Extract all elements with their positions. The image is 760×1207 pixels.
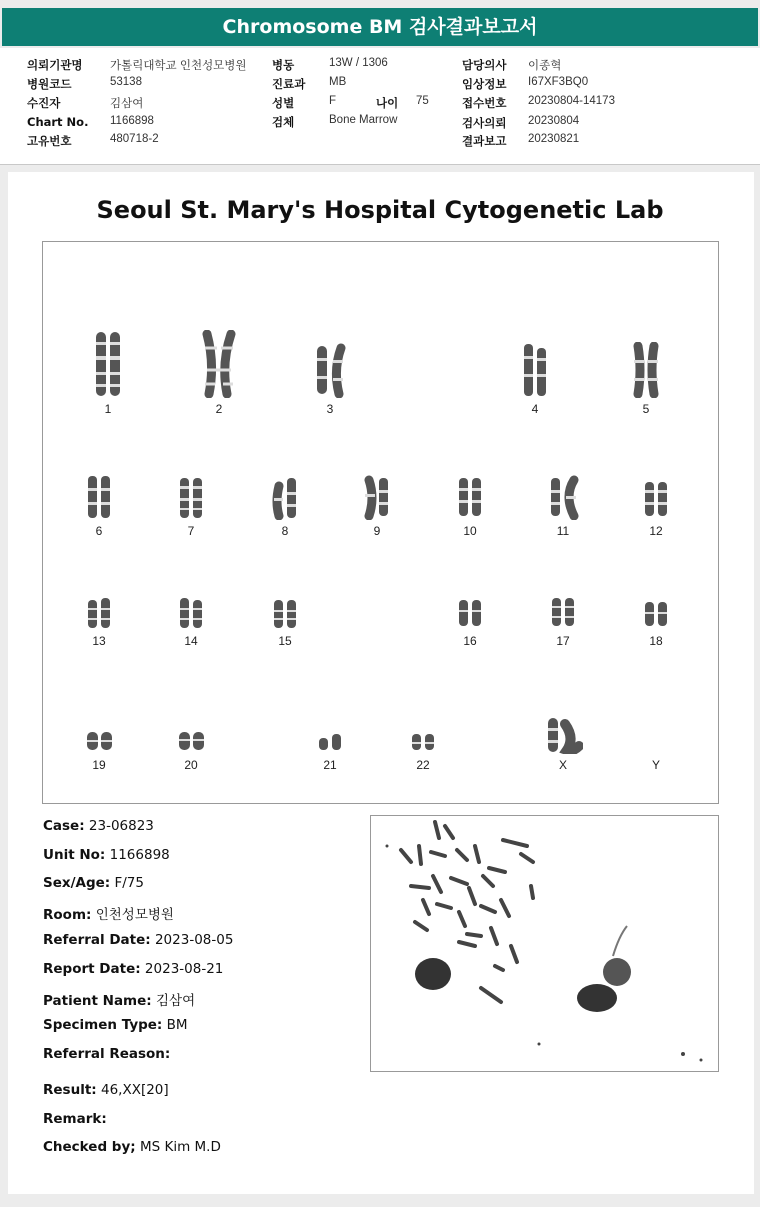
chromosome-label: 12: [649, 524, 663, 538]
chromosome-image: [361, 474, 393, 520]
value-physician: 이종혁: [528, 60, 562, 72]
chromosome-image: [92, 330, 124, 398]
chromosome-image: [314, 728, 346, 754]
chromosome-pair-x: [533, 716, 593, 772]
detail-unit-no: Unit No: 1166898: [43, 847, 170, 863]
chromosome-image: [547, 596, 579, 630]
label-receipt-no: 접수번호: [462, 96, 507, 110]
detail-specimen-type: Specimen Type: BM: [43, 1017, 188, 1033]
value-receipt-no: 20230804-14173: [528, 95, 615, 107]
chromosome-label: 2: [215, 402, 223, 416]
chromosome-pair-4: [505, 342, 565, 416]
chromosome-pair-15: [255, 596, 315, 648]
chromosome-label: 15: [278, 634, 292, 648]
report-sheet: [8, 172, 754, 1194]
value-hospital-code: 53138: [110, 76, 142, 88]
chromosome-image: [519, 342, 551, 398]
chromosome-pair-14: [161, 596, 221, 648]
chromosome-pair-21: [300, 728, 360, 772]
chromosome-label: 7: [187, 524, 195, 538]
detail-result: Result: 46,XX[20]: [43, 1082, 169, 1098]
chromosome-image: [640, 596, 672, 630]
value-unique-no: 480718-2: [110, 133, 159, 145]
chromosome-pair-2: [189, 330, 249, 416]
detail-sex-age: Sex/Age: F/75: [43, 875, 144, 891]
chromosome-image: [454, 474, 486, 520]
label-physician: 담당의사: [462, 58, 507, 72]
chromosome-image: [175, 474, 207, 520]
value-ward: 13W / 1306: [329, 57, 388, 69]
detail-remark: Remark:: [43, 1111, 107, 1127]
label-hospital-code: 병원코드: [27, 77, 72, 91]
chromosome-label: 3: [326, 402, 334, 416]
chromosome-image: [83, 474, 115, 520]
chromosome-label: 1: [104, 402, 112, 416]
chromosome-image: [175, 596, 207, 630]
chromosome-pair-y: [626, 728, 686, 772]
chromosome-image: [83, 728, 115, 754]
chromosome-pair-22: [393, 728, 453, 772]
value-clinical-info: I67XF3BQ0: [528, 76, 589, 88]
chromosome-pair-7: [161, 474, 221, 538]
label-result-report: 결과보고: [462, 134, 507, 148]
detail-patient-name: Patient Name: 김삼여: [43, 993, 196, 1009]
chromosome-label: 6: [95, 524, 103, 538]
detail-case: Case: 23-06823: [43, 818, 154, 834]
chromosome-image: [543, 716, 583, 754]
label-unique-no: 고유번호: [27, 134, 72, 148]
chromosome-label: Y: [651, 758, 660, 772]
karyogram-panel: [42, 241, 719, 804]
chromosome-label: 14: [184, 634, 198, 648]
detail-report-date: Report Date: 2023-08-21: [43, 961, 224, 977]
label-sex: 성별: [272, 96, 295, 110]
chromosome-image: [199, 330, 239, 398]
label-clinical-info: 임상정보: [462, 77, 507, 91]
value-requesting-institution: 가톨릭대학교 인천성모병원: [110, 60, 247, 72]
chromosome-image: [83, 596, 115, 630]
chromosome-pair-18: [626, 596, 686, 648]
metaphase-spread-drawing: [371, 816, 718, 1071]
chromosome-label: 20: [184, 758, 198, 772]
chromosome-image: [640, 728, 672, 754]
value-result-report: 20230821: [528, 133, 580, 145]
chromosome-pair-17: [533, 596, 593, 648]
chromosome-pair-19: [69, 728, 129, 772]
detail-referral-date: Referral Date: 2023-08-05: [43, 932, 234, 948]
chromosome-label: 5: [642, 402, 650, 416]
metaphase-image: [370, 815, 719, 1072]
chromosome-label: 9: [373, 524, 381, 538]
chromosome-image: [407, 728, 439, 754]
detail-checked-by: Checked by; MS Kim M.D: [43, 1139, 221, 1155]
chromosome-image: [454, 596, 486, 630]
chromosome-label: 19: [92, 758, 106, 772]
chromosome-pair-8: [255, 474, 315, 538]
label-specimen: 검체: [272, 115, 295, 129]
chromosome-label: 8: [281, 524, 289, 538]
label-chart-no: Chart No.: [27, 115, 89, 129]
chromosome-pair-1: [78, 330, 138, 416]
chromosome-label: 18: [649, 634, 663, 648]
chromosome-pair-16: [440, 596, 500, 648]
detail-referral-reason: Referral Reason:: [43, 1046, 171, 1062]
report-title-bar: [2, 8, 758, 46]
chromosome-label: 11: [556, 524, 570, 538]
detail-room: Room: 인천성모병원: [43, 907, 174, 923]
chromosome-pair-6: [69, 474, 129, 538]
value-chart-no: 1166898: [110, 115, 154, 127]
chromosome-pair-5: [616, 342, 676, 416]
label-requesting-institution: 의뢰기관명: [27, 58, 83, 72]
chromosome-image: [630, 342, 662, 398]
chromosome-label: 10: [463, 524, 477, 538]
chromosome-image: [269, 596, 301, 630]
chromosome-image: [313, 342, 347, 398]
value-age: 75: [416, 95, 429, 107]
chromosome-image: [269, 474, 301, 520]
chromosome-pair-20: [161, 728, 221, 772]
value-test-request: 20230804: [528, 115, 580, 127]
chromosome-image: [640, 474, 672, 520]
chromosome-label: 21: [323, 758, 337, 772]
chromosome-label: 22: [416, 758, 430, 772]
chromosome-pair-11: [533, 474, 593, 538]
chromosome-pair-9: [347, 474, 407, 538]
label-patient: 수진자: [27, 96, 61, 110]
chromosome-label: 16: [463, 634, 477, 648]
patient-info-header: [0, 48, 760, 165]
chromosome-pair-12: [626, 474, 686, 538]
lab-title: Seoul St. Mary's Hospital Cytogenetic Lab: [96, 196, 664, 224]
value-specimen: Bone Marrow: [329, 114, 398, 126]
chromosome-label: 17: [556, 634, 570, 648]
label-department: 진료과: [272, 77, 306, 91]
label-test-request: 검사의뢰: [462, 116, 507, 130]
value-sex: F: [329, 95, 337, 107]
chromosome-label: X: [558, 758, 567, 772]
report-title: Chromosome BM 검사결과보고서: [222, 16, 538, 38]
chromosome-image: [175, 728, 207, 754]
value-patient: 김삼여: [110, 98, 144, 110]
chromosome-label: 13: [92, 634, 106, 648]
chromosome-image: [546, 474, 580, 520]
chromosome-pair-3: [300, 342, 360, 416]
label-ward: 병동: [272, 58, 295, 72]
label-age: 나이: [376, 96, 399, 110]
value-department: MB: [329, 76, 347, 88]
chromosome-pair-13: [69, 596, 129, 648]
chromosome-label: 4: [531, 402, 539, 416]
chromosome-pair-10: [440, 474, 500, 538]
